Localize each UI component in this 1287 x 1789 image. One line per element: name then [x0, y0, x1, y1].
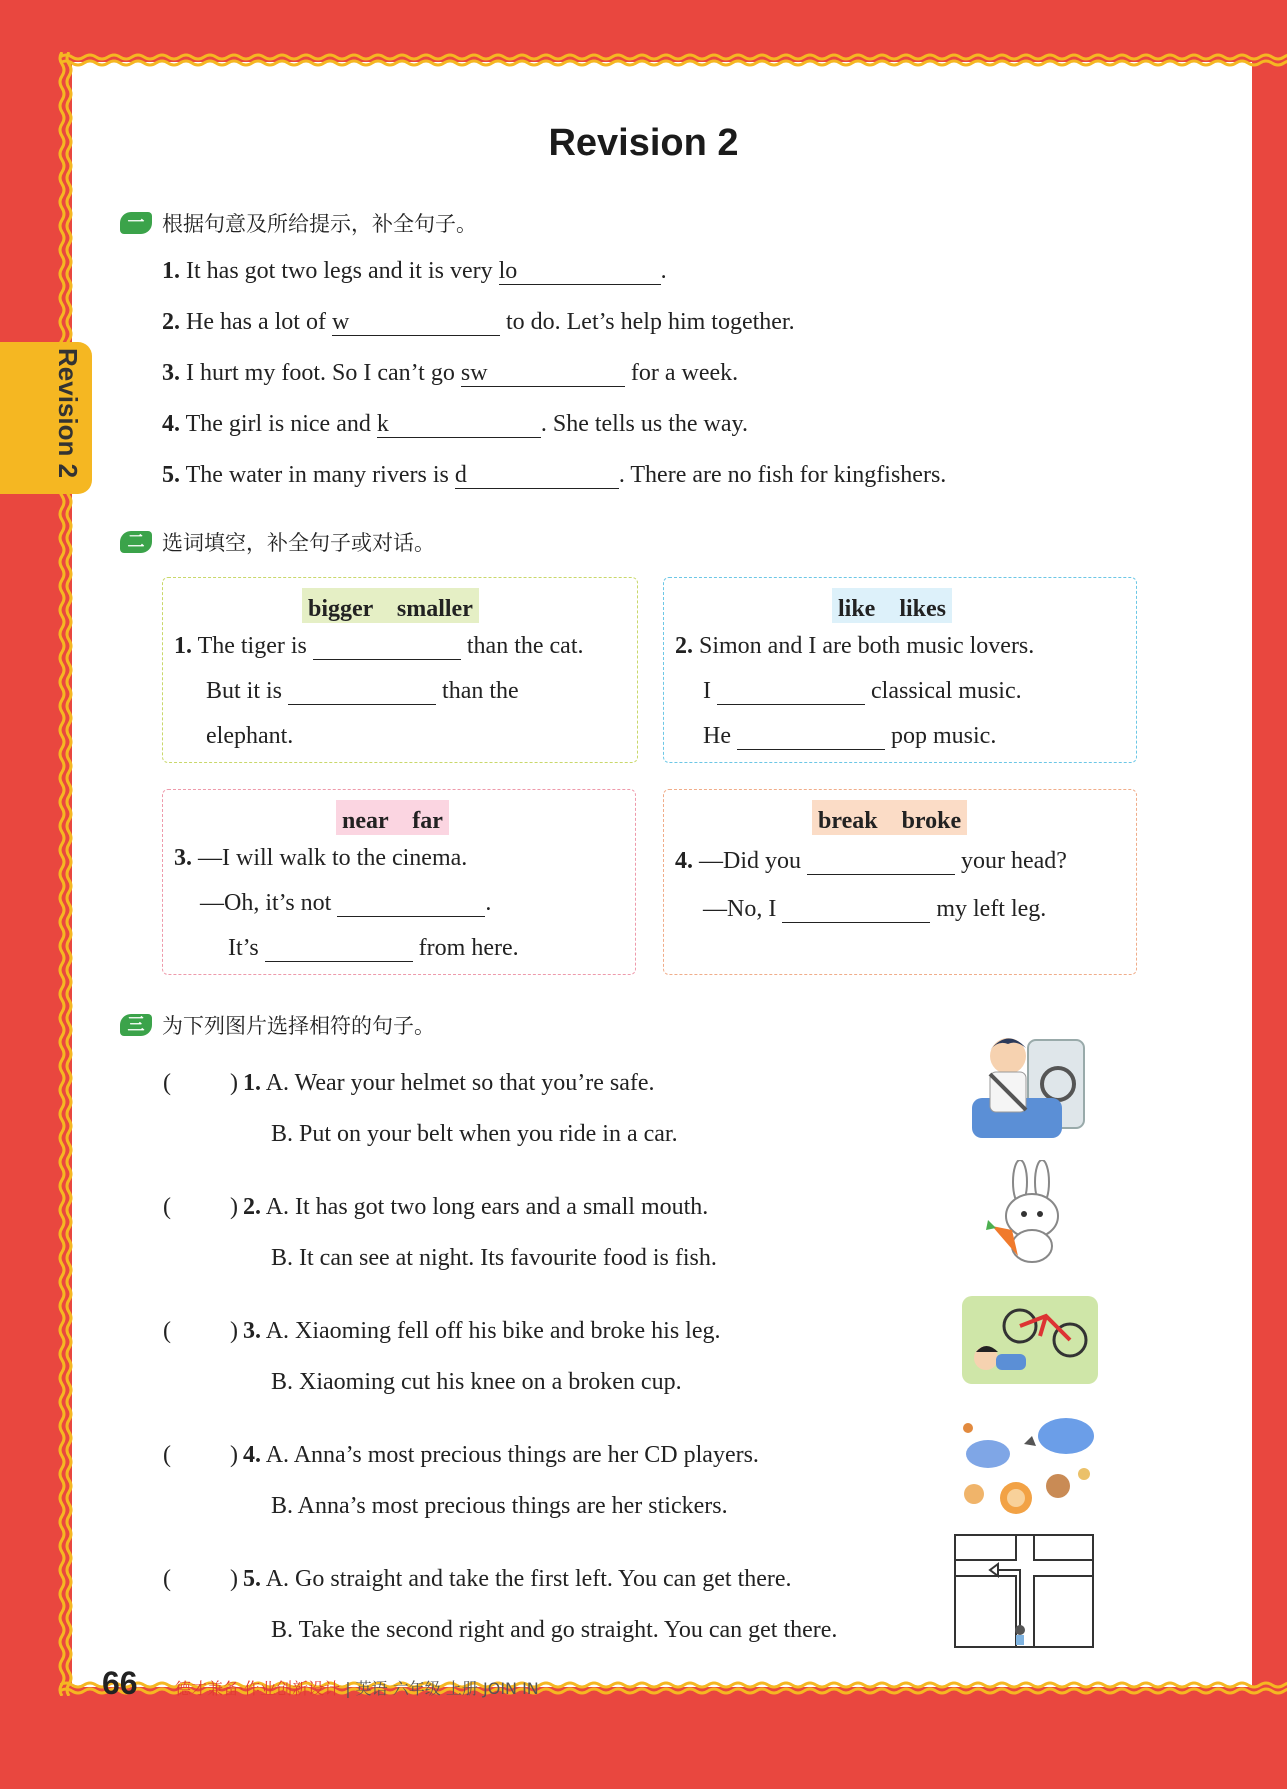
section2-instruction: 选词填空，补全句子或对话。 — [162, 531, 435, 555]
answer-paren-open[interactable]: ( — [163, 1318, 171, 1344]
s1-question-2: 2. He has a lot of w to do. Let’s help him together. — [162, 309, 795, 335]
top-wavy-border — [60, 52, 1287, 68]
s3-item1-option-b: B. Put on your belt when you ride in a car. — [271, 1121, 678, 1147]
footer-series-info: 德才兼备·作业创新设计 | 英语 六年级 上册 JOIN IN — [175, 1679, 539, 1698]
footer-edition: JOIN IN — [483, 1679, 539, 1698]
answer-paren-close: ) — [230, 1566, 238, 1592]
section1-instruction: 根据句意及所给提示，补全句子。 — [162, 212, 477, 236]
answer-blank[interactable]: lo — [499, 258, 661, 285]
word-bank-2: like likes — [832, 588, 952, 623]
answer-paren-close: ) — [230, 1318, 238, 1344]
answer-blank[interactable] — [313, 633, 461, 660]
side-revision-tab — [0, 342, 92, 494]
answer-blank[interactable]: sw — [461, 360, 625, 387]
footer-grade: 六年级 — [392, 1679, 441, 1698]
answer-blank[interactable]: k — [377, 411, 541, 438]
boy-fell-off-bike-picture — [962, 1296, 1098, 1384]
answer-blank[interactable] — [337, 890, 485, 917]
s3-item4-option-b: B. Anna’s most precious things are her stickers. — [271, 1493, 728, 1519]
word-bank-3: near far — [336, 800, 449, 835]
s3-item1-option-a: 1. A. Wear your helmet so that you’re safe. — [243, 1070, 655, 1096]
s3-item5-option-a: 5. A. Go straight and take the first left. You can get there. — [243, 1566, 792, 1592]
answer-blank[interactable] — [288, 678, 436, 705]
box1-line2: But it is than the — [206, 678, 519, 704]
answer-paren-close: ) — [230, 1442, 238, 1468]
s1-question-4: 4. The girl is nice and k . She tells us the way. — [162, 411, 748, 437]
box2-line1: 2. Simon and I are both music lovers. — [675, 633, 1035, 659]
answer-blank[interactable] — [265, 935, 413, 962]
answer-blank[interactable] — [807, 848, 955, 875]
answer-blank[interactable]: w — [332, 309, 500, 336]
s3-item2-option-a: 2. A. It has got two long ears and a small mouth. — [243, 1194, 709, 1220]
page-number: 66 — [102, 1665, 138, 1701]
box3-line1: 3. —I will walk to the cinema. — [174, 845, 468, 871]
answer-paren-open[interactable]: ( — [163, 1194, 171, 1220]
answer-paren-open[interactable]: ( — [163, 1070, 171, 1096]
section3-instruction: 为下列图片选择相符的句子。 — [162, 1014, 435, 1038]
section1-badge: 一 — [120, 212, 152, 234]
answer-paren-close: ) — [230, 1070, 238, 1096]
box4-line2: —No, I my left leg. — [703, 896, 1047, 922]
footer-series: 德才兼备·作业创新设计 — [175, 1679, 341, 1698]
answer-blank[interactable] — [782, 896, 930, 923]
answer-blank[interactable]: d — [455, 462, 619, 489]
word-bank-1: bigger smaller — [302, 588, 479, 623]
answer-paren-open[interactable]: ( — [163, 1442, 171, 1468]
s1-question-3: 3. I hurt my foot. So I can’t go sw for a week. — [162, 360, 739, 386]
s1-question-5: 5. The water in many rivers is d . There are no fish for kingfishers. — [162, 462, 947, 488]
answer-paren-open[interactable]: ( — [163, 1566, 171, 1592]
answer-paren-close: ) — [230, 1194, 238, 1220]
footer-subject: 英语 — [355, 1679, 388, 1698]
section2-badge: 二 — [120, 531, 152, 553]
section2-heading — [120, 527, 435, 557]
s3-item5-option-b: B. Take the second right and go straight. You can get there. — [271, 1617, 838, 1643]
section3-badge: 三 — [120, 1014, 152, 1036]
page-title: Revision 2 — [548, 122, 739, 164]
box2-line2: I classical music. — [703, 678, 1022, 704]
box3-line2: —Oh, it’s not . — [200, 890, 492, 916]
s3-item3-option-b: B. Xiaoming cut his knee on a broken cup. — [271, 1369, 682, 1395]
word-bank-4: break broke — [812, 800, 967, 835]
boy-seatbelt-car-picture — [968, 1028, 1086, 1142]
section1-heading — [120, 208, 477, 238]
box1-line3: elephant. — [206, 723, 294, 749]
s3-item4-option-a: 4. A. Anna’s most precious things are her CD players. — [243, 1442, 759, 1468]
section3-heading — [120, 1010, 435, 1040]
box1-line1: 1. The tiger is than the cat. — [174, 633, 584, 659]
animal-stickers-picture — [954, 1414, 1100, 1518]
s3-item2-option-b: B. It can see at night. Its favourite food is fish. — [271, 1245, 717, 1271]
s3-item3-option-a: 3. A. Xiaoming fell off his bike and broke his leg. — [243, 1318, 721, 1344]
street-map-directions-picture — [954, 1534, 1094, 1648]
box2-line3: He pop music. — [703, 723, 997, 749]
side-tab-label: Revision 2 — [53, 348, 83, 479]
s1-question-1: 1. It has got two legs and it is very lo . — [162, 258, 667, 284]
rabbit-carrot-picture — [982, 1160, 1072, 1264]
left-wavy-border — [56, 52, 78, 1696]
answer-blank[interactable] — [737, 723, 885, 750]
answer-blank[interactable] — [717, 678, 865, 705]
footer-volume: 上册 — [445, 1679, 478, 1698]
box3-line3: It’s from here. — [228, 935, 519, 961]
box4-line1: 4. —Did you your head? — [675, 848, 1067, 874]
